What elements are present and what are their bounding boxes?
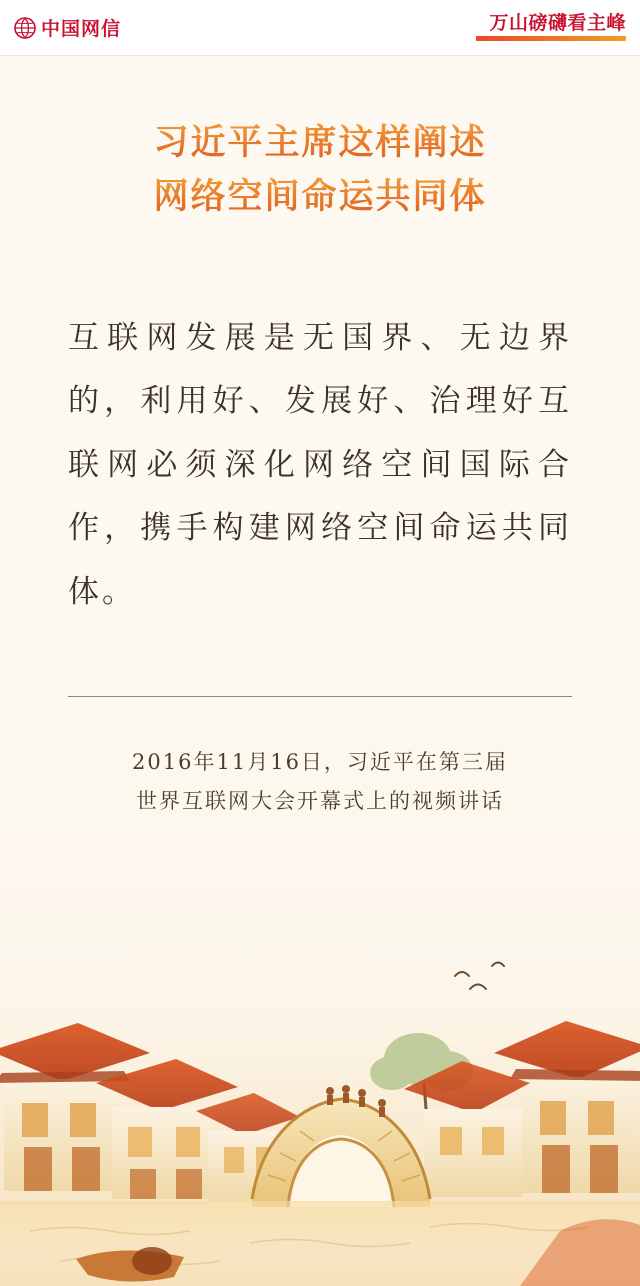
page-title-line-1: 习近平主席这样阐述	[0, 116, 640, 170]
brand[interactable]	[14, 14, 121, 41]
brand-label: 中国网信	[41, 18, 122, 40]
quote-text: 互联网发展是无国界、无边界的，利用好、发展好、治理好互联网必须深化网络空间国际合作，携手构建网络空间命运共同体。	[68, 319, 572, 610]
page-title-line-2: 网络空间命运共同体	[0, 170, 640, 224]
attribution-line-2: 世界互联网大会开幕式上的视频讲话	[136, 789, 504, 814]
cyberspace-administration-logo-icon	[14, 17, 36, 39]
divider	[68, 696, 572, 697]
campaign-underline	[476, 36, 626, 41]
campaign-banner	[476, 14, 626, 41]
campaign-label: 万山磅礴看主峰	[489, 12, 626, 34]
watercolor-illustration	[0, 931, 640, 1286]
page-title	[0, 116, 640, 225]
attribution	[70, 743, 570, 821]
top-bar	[0, 0, 640, 56]
attribution-line-1: 2016年11月16日，习近平在第三届	[132, 750, 508, 775]
